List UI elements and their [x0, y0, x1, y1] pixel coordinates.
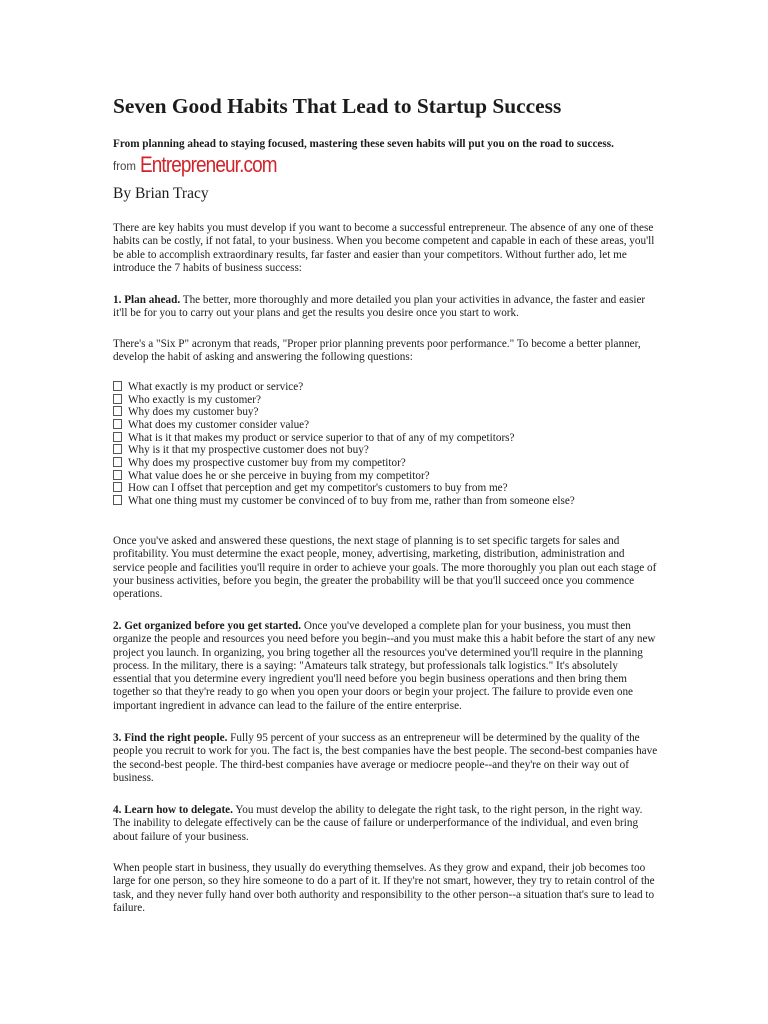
after-questions-paragraph: Once you've asked and answered these questions, the next stage of planning is to set specific targets for sales and profitability. You must determine the exact people, money, advertising, marketing, distribution, administration and service people and facilities you'll require in order to achieve your goals. The more thoroughly you plan out each stage of your business activities, before you begin, the greater the probability will be that you'll succeed once you commence operations.: [113, 535, 657, 601]
habit-1-paragraph: [113, 294, 658, 321]
checkbox-bullet-icon: [113, 495, 122, 505]
six-p-paragraph: There's a "Six P" acronym that reads, "Proper prior planning prevents poor performance." To become a better planner, develop the habit of asking and answering the following questions:: [113, 338, 641, 364]
habit-1-text: The better, more thoroughly and more detailed you plan your activities in advance, the faster and easier it'll be for you to carry out your plans and get the results you desire once you start to work.: [113, 294, 646, 320]
source-line: [113, 152, 299, 182]
list-item: Why does my customer buy?: [113, 406, 575, 419]
habit-3-text: Fully 95 percent of your success as an entrepreneur will be determined by the quality of the people you recruit to work for you. The fact is, the best companies have the best people. The second-best companies have the second-best people. The third-best companies have average or mediocre people--and they're on their way out of business.: [113, 732, 658, 784]
checkbox-bullet-icon: [113, 482, 122, 492]
source-prefix: from: [113, 161, 136, 173]
intro-paragraph: There are key habits you must develop if you want to become a successful entrepreneur. The absence of any one of these habits can be costly, if not fatal, to your business. When you become competent and capable in each of these areas, you'll be able to accomplish extraordinary results, far faster and easier than your competitors. Without further ado, let me introduce the 7 habits of business success:: [113, 222, 655, 274]
checkbox-bullet-icon: [113, 470, 122, 480]
checkbox-bullet-icon: [113, 457, 122, 467]
checkbox-bullet-icon: [113, 419, 122, 429]
list-item: Why does my prospective customer buy from my competitor?: [113, 457, 575, 470]
list-item: Who exactly is my customer?: [113, 394, 575, 407]
planning-questions-list: [113, 381, 575, 508]
checkbox-bullet-icon: [113, 394, 122, 404]
habit-4-heading: 4. Learn how to delegate.: [113, 804, 233, 816]
habit-1-heading: 1. Plan ahead.: [113, 294, 181, 306]
list-item: What does my customer consider value?: [113, 419, 575, 432]
checkbox-bullet-icon: [113, 406, 122, 416]
entrepreneur-logo: Entrepreneur.com: [140, 152, 277, 177]
checkbox-bullet-icon: [113, 432, 122, 442]
habit-2-paragraph: [113, 620, 658, 713]
habit-3-heading: 3. Find the right people.: [113, 732, 228, 744]
checkbox-bullet-icon: [113, 381, 122, 391]
byline: By Brian Tracy: [113, 185, 209, 202]
habit-2-text: Once you've developed a complete plan for your business, you must then organize the people and resources you need before you begin--and you must make this a habit before the start of any new project you launch. In organizing, you bring together all the resources you've determined you'll require in the planning process. In the military, there is a saying: "Amateurs talk strategy, but professionals talk logistics." It's absolutely essential that you determine every ingredient you'll need before you begin business operations and then bring them together so that they're ready to go when you open your doors or begin your project. The failure to provide even one important ingredient in advance can lead to the failure of the entire enterprise.: [113, 620, 656, 712]
list-item: Why is it that my prospective customer does not buy?: [113, 444, 575, 457]
list-item: What value does he or she perceive in buying from my competitor?: [113, 470, 575, 483]
list-item: What is it that makes my product or service superior to that of any of my competitors?: [113, 432, 575, 445]
article-title: Seven Good Habits That Lead to Startup Success: [113, 94, 562, 118]
list-item: How can I offset that perception and get my competitor's customers to buy from me?: [113, 482, 575, 495]
list-item: What one thing must my customer be convinced of to buy from me, rather than from someone else?: [113, 495, 575, 508]
habit-3-paragraph: [113, 732, 658, 785]
list-item: What exactly is my product or service?: [113, 381, 575, 394]
habit-4-text: You must develop the ability to delegate the right task, to the right person, in the right way. The inability to delegate effectively can be the cause of failure or underperformance of the individual, and even bring about failure of your business.: [113, 804, 643, 843]
habit-4-paragraph: [113, 804, 658, 844]
delegate-paragraph: When people start in business, they usually do everything themselves. As they grow and expand, their job becomes too large for one person, so they hire someone to do a part of it. If they're not smart, however, they try to retain control of the task, and they never fully hand over both authority and responsibility to the other person--a situation that's sure to lead to failure.: [113, 862, 655, 914]
article-subtitle: From planning ahead to staying focused, mastering these seven habits will put you on the road to success.: [113, 138, 614, 150]
habit-2-heading: 2. Get organized before you get started.: [113, 620, 302, 632]
checkbox-bullet-icon: [113, 444, 122, 454]
